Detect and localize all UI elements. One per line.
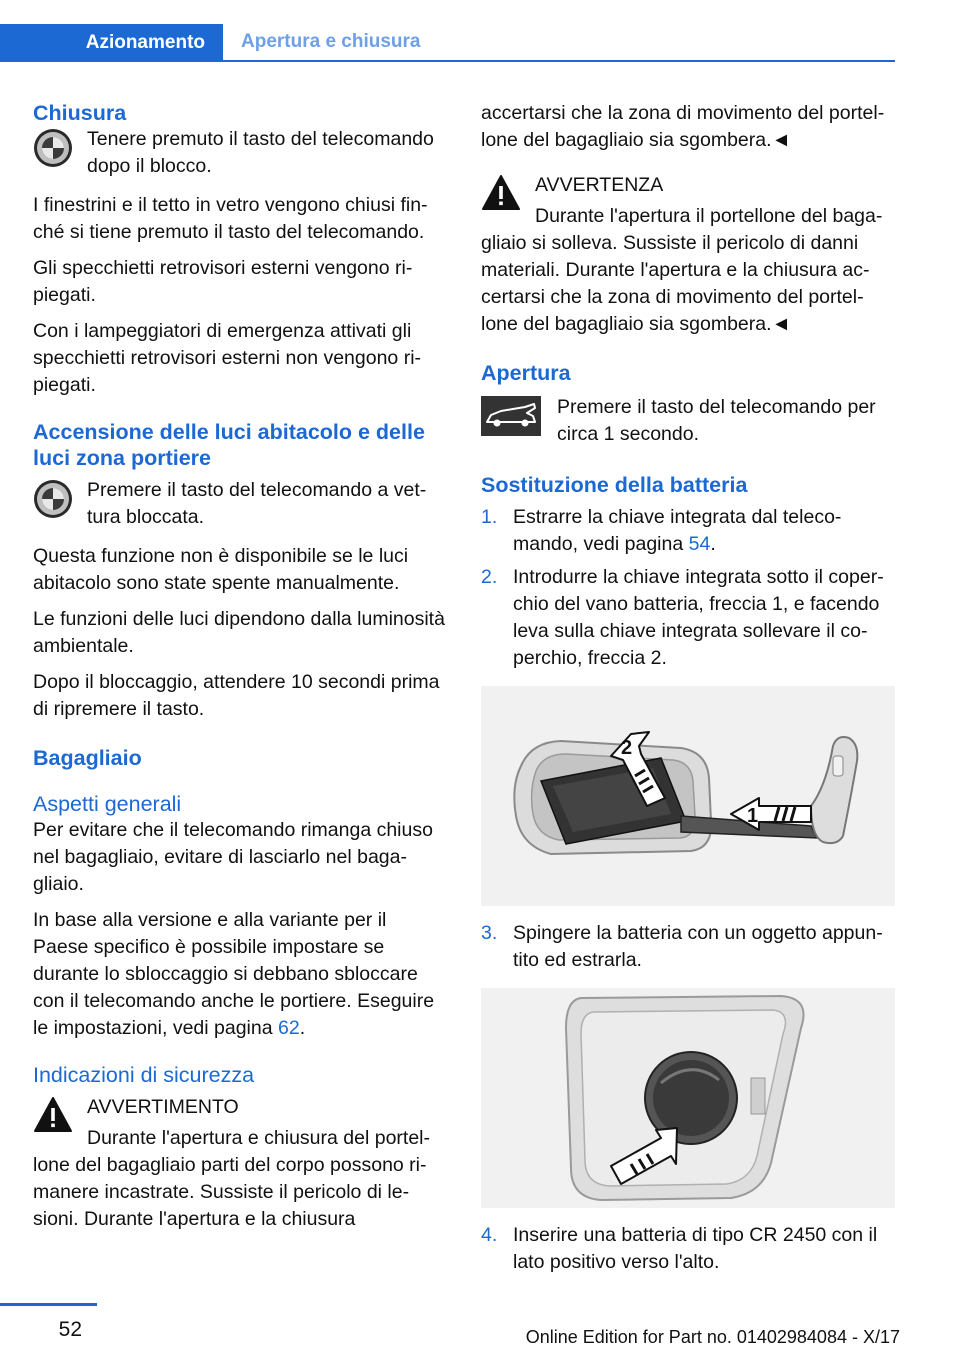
step-number: 4. [481, 1224, 498, 1246]
apertura-icon-row [481, 394, 893, 448]
heading-accensione-luci: Accensione delle luci abitacolo e delle luci zona portiere [33, 420, 425, 470]
step-text: Inserire una batteria di tipo CR 2450 con il lato positivo verso l'alto. [513, 1224, 878, 1273]
heading-sostituzione-batteria: Sostituzione della batteria [481, 473, 748, 497]
luci-icon-text: Premere il tasto del telecomando a vettura bloccata. [87, 479, 427, 528]
heading-apertura: Apertura [481, 361, 571, 385]
arrow-1-label: 1 [747, 805, 759, 827]
warning-2-text: Durante l'apertura il portellone del bagagliaio si solleva. Sussiste il pericolo di danni materiali. Durante l'apertura e la chiusura accertarsi che la zona di movimento del portellone del bagagliaio sia sgombera.◄ [481, 205, 883, 335]
step-1-end: . [710, 533, 716, 555]
warning-1-text: Durante l'apertura e chiusura del portellone del bagagliaio parti del corpo possono rimanere incastrate. Sussiste il pericolo di lesioni. Durante l'apertura e la chiusura [33, 1127, 430, 1230]
tab-azionamento[interactable]: Azionamento [0, 24, 223, 62]
luci-paragraph-1: Questa funzione non è disponibile se le luci abitacolo sono state spente manualmente. [33, 545, 409, 594]
right-column [481, 100, 893, 1276]
heading-bagagliaio: Bagagliaio [33, 746, 142, 770]
page-link-62[interactable]: 62 [277, 1017, 300, 1039]
chiusura-paragraph-1: I finestrini e il tetto in vetro vengono chiusi finché si tiene premuto il tasto del telecomando. [33, 194, 428, 243]
battery-removal-illustration [481, 988, 895, 1208]
edition-footer: Online Edition for Part no. 01402984084 - X/17 [525, 1327, 900, 1347]
bmw-logo-icon [33, 479, 73, 527]
apertura-icon-text: Premere il tasto del telecomando per circa 1 secondo. [557, 396, 876, 445]
arrow-2-label: 2 [621, 737, 633, 759]
luci-icon-row [33, 477, 445, 531]
header-tabbar [0, 24, 895, 62]
aspetti-paragraph-2-end: . [299, 1017, 306, 1039]
aspetti-paragraph-1: Per evitare che il telecomando rimanga chiuso nel bagagliaio, evitare di lasciarlo nel bagagliaio. [33, 819, 433, 895]
chiusura-paragraph-3: Con i lampeggiatori di emergenza attivati gli specchietti retrovisori esterni non vengono ripiegati. [33, 320, 422, 396]
warning-1-label: AVVERTIMENTO [87, 1096, 239, 1118]
figure-battery-removal [481, 988, 895, 1208]
page-link-54[interactable]: 54 [688, 533, 711, 555]
continued-text: accertarsi che la zona di movimento del portellone del bagagliaio sia sgombera.◄ [481, 102, 885, 151]
key-cover-illustration [481, 686, 895, 906]
aspetti-paragraph-2 [33, 907, 445, 1042]
step-1-text: Estrarre la chiave integrata dal telecomando, vedi pagina [513, 506, 842, 555]
warning-triangle-icon [33, 1096, 73, 1134]
step-number: 3. [481, 922, 498, 944]
step-text: Introdurre la chiave integrata sotto il coperchio del vano batteria, freccia 1, e facendo leva sulla chiave integrata sollevare il coperchio, freccia 2. [513, 566, 884, 669]
aspetti-paragraph-2-text: In base alla versione e alla variante per il Paese specifico è possibile impostare se durante lo sbloccaggio si debbano sbloccare con il telecomando anche le portiere. Eseguire le impostazioni, vedi pagina [33, 909, 435, 1039]
warning-triangle-icon [481, 174, 521, 212]
list-item [481, 504, 893, 558]
bmw-logo-icon [33, 128, 73, 176]
tab-apertura-chiusura[interactable]: Apertura e chiusura [223, 24, 895, 62]
step-text: Spingere la batteria con un oggetto appuntito ed estrarla. [513, 922, 883, 971]
heading-aspetti-generali: Aspetti generali [33, 792, 182, 816]
list-item [481, 920, 893, 974]
chiusura-icon-row [33, 126, 445, 180]
figure-key-battery-cover [481, 686, 895, 906]
step-number: 1. [481, 506, 498, 528]
warning-2-label: AVVERTENZA [535, 174, 664, 196]
chiusura-paragraph-2: Gli specchietti retrovisori esterni vengono ripiegati. [33, 257, 413, 306]
warning-block-1 [33, 1094, 445, 1233]
left-column [33, 100, 445, 1233]
luci-paragraph-2: Le funzioni delle luci dipendono dalla luminosità ambientale. [33, 608, 445, 657]
footer-divider [0, 1303, 97, 1306]
car-trunk-open-icon [481, 396, 541, 444]
heading-indicazioni-sicurezza: Indicazioni di sicurezza [33, 1063, 255, 1087]
list-item [481, 1222, 893, 1276]
heading-chiusura: Chiusura [33, 101, 127, 125]
chiusura-icon-text: Tenere premuto il tasto del telecomando dopo il blocco. [87, 128, 434, 177]
step-number: 2. [481, 566, 498, 588]
luci-paragraph-3: Dopo il bloccaggio, attendere 10 secondi prima di ripremere il tasto. [33, 671, 440, 720]
page-number: 52 [58, 1318, 82, 1341]
warning-block-2 [481, 172, 893, 338]
list-item [481, 564, 893, 672]
step-text [513, 504, 893, 558]
